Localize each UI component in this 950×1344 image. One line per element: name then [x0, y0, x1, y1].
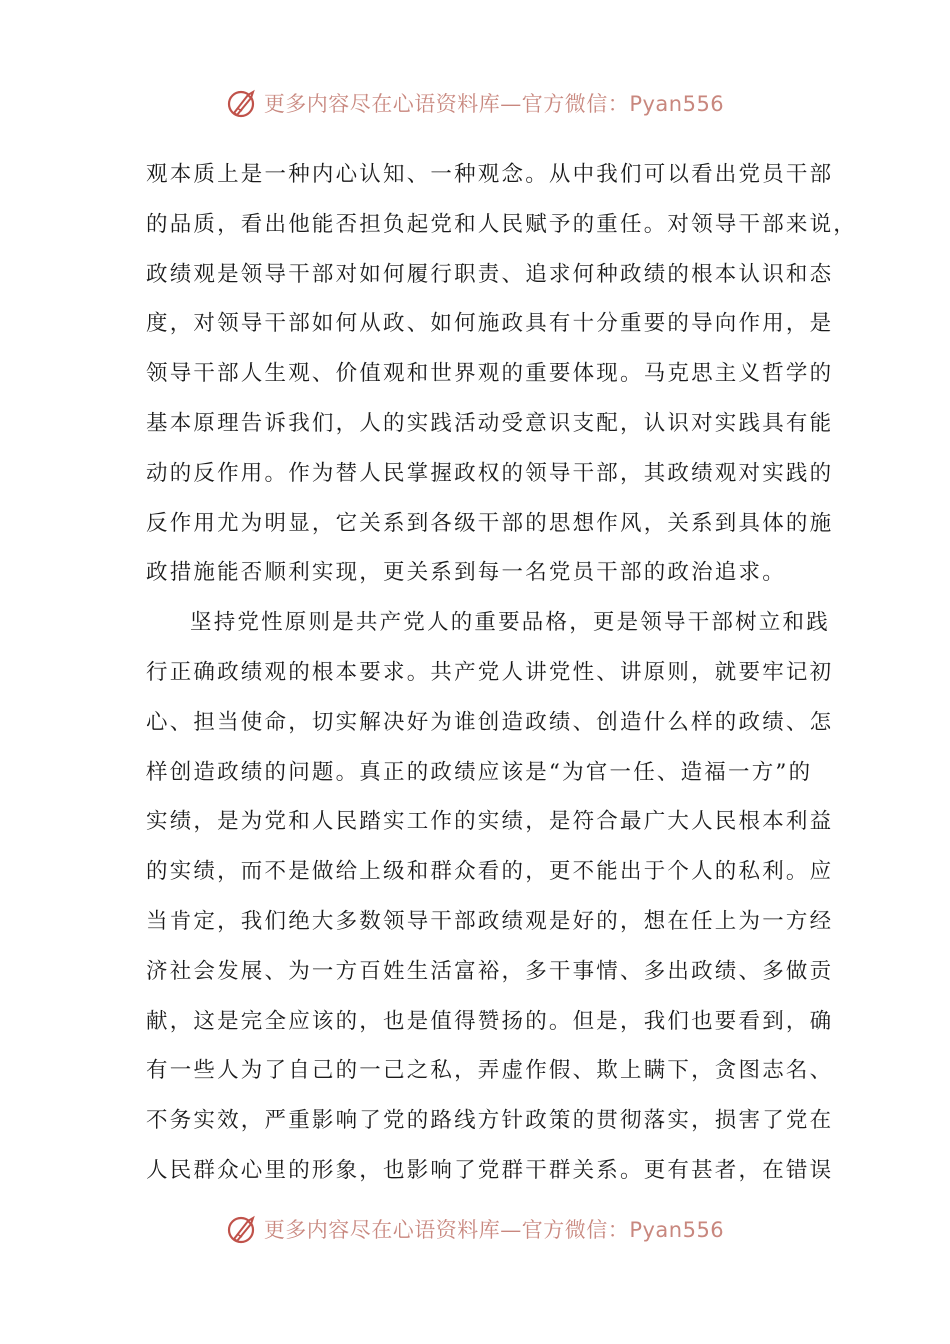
text-line: 领导干部人生观、价值观和世界观的重要体现。马克思主义哲学的 [146, 361, 834, 387]
wechat-id: Pyan556 [629, 1218, 725, 1242]
text-line: 度，对领导干部如何从政、如何施政具有十分重要的导向作用，是 [146, 311, 834, 337]
banner-label: 更多内容尽在心语资料库—官方微信： [263, 92, 630, 116]
text-line: 观本质上是一种内心认知、一种观念。从中我们可以看出党员干部 [146, 162, 834, 187]
text-line: 的实绩，而不是做给上级和群众看的，更不能出于个人的私利。应 [146, 859, 834, 885]
footer-banner [0, 1209, 950, 1249]
text-line: 献，这是完全应该的，也是值得赞扬的。但是，我们也要看到，确 [146, 1008, 834, 1034]
banner-text [264, 1214, 724, 1244]
document-body [146, 150, 858, 1196]
text-line: 基本原理告诉我们，人的实践活动受意识支配，认识对实践具有能 [146, 410, 834, 436]
text-line: 心、担当使命，切实解决好为谁创造政绩、创造什么样的政绩、怎 [146, 709, 834, 735]
wechat-id: Pyan556 [629, 92, 725, 116]
text-line: 动的反作用。作为替人民掌握政权的领导干部，其政绩观对实践的 [146, 460, 834, 486]
text-line: 行正确政绩观的根本要求。共产党人讲党性、讲原则，就要牢记初 [146, 659, 834, 685]
text-line: 实绩，是为党和人民踏实工作的实绩，是符合最广大人民根本利益 [146, 809, 834, 835]
text-line: 人民群众心里的形象，也影响了党群干群关系。更有甚者，在错误 [146, 1157, 834, 1183]
text-line: 反作用尤为明显，它关系到各级干部的思想作风，关系到具体的施 [146, 510, 834, 536]
text-line: 不务实效，严重影响了党的路线方针政策的贯彻落实，损害了党在 [146, 1108, 834, 1134]
text-line: 当肯定，我们绝大多数领导干部政绩观是好的，想在任上为一方经 [146, 908, 834, 934]
text-line: 政措施能否顺利实现，更关系到每一名党员干部的政治追求。 [146, 560, 786, 586]
header-banner [0, 83, 950, 123]
text-line: 济社会发展、为一方百姓生活富裕，多干事情、多出政绩、多做贡 [146, 958, 834, 984]
pen-nib-icon [226, 86, 260, 120]
banner-text [264, 88, 724, 118]
banner-label: 更多内容尽在心语资料库—官方微信： [263, 1218, 630, 1242]
text-line: 政绩观是领导干部对如何履行职责、追求何种政绩的根本认识和态 [146, 261, 834, 287]
text-line: 样创造政绩的问题。真正的政绩应该是“为官一任、造福一方”的 [146, 759, 813, 785]
paragraph-start-line: 坚持党性原则是共产党人的重要品格，更是领导干部树立和践 [190, 610, 830, 636]
text-line: 有一些人为了自己的一己之私，弄虚作假、欺上瞒下，贪图志名、 [146, 1058, 834, 1084]
text-line: 的品质，看出他能否担负起党和人民赋予的重任。对领导干部来说， [146, 211, 858, 237]
pen-nib-icon [226, 1212, 260, 1246]
